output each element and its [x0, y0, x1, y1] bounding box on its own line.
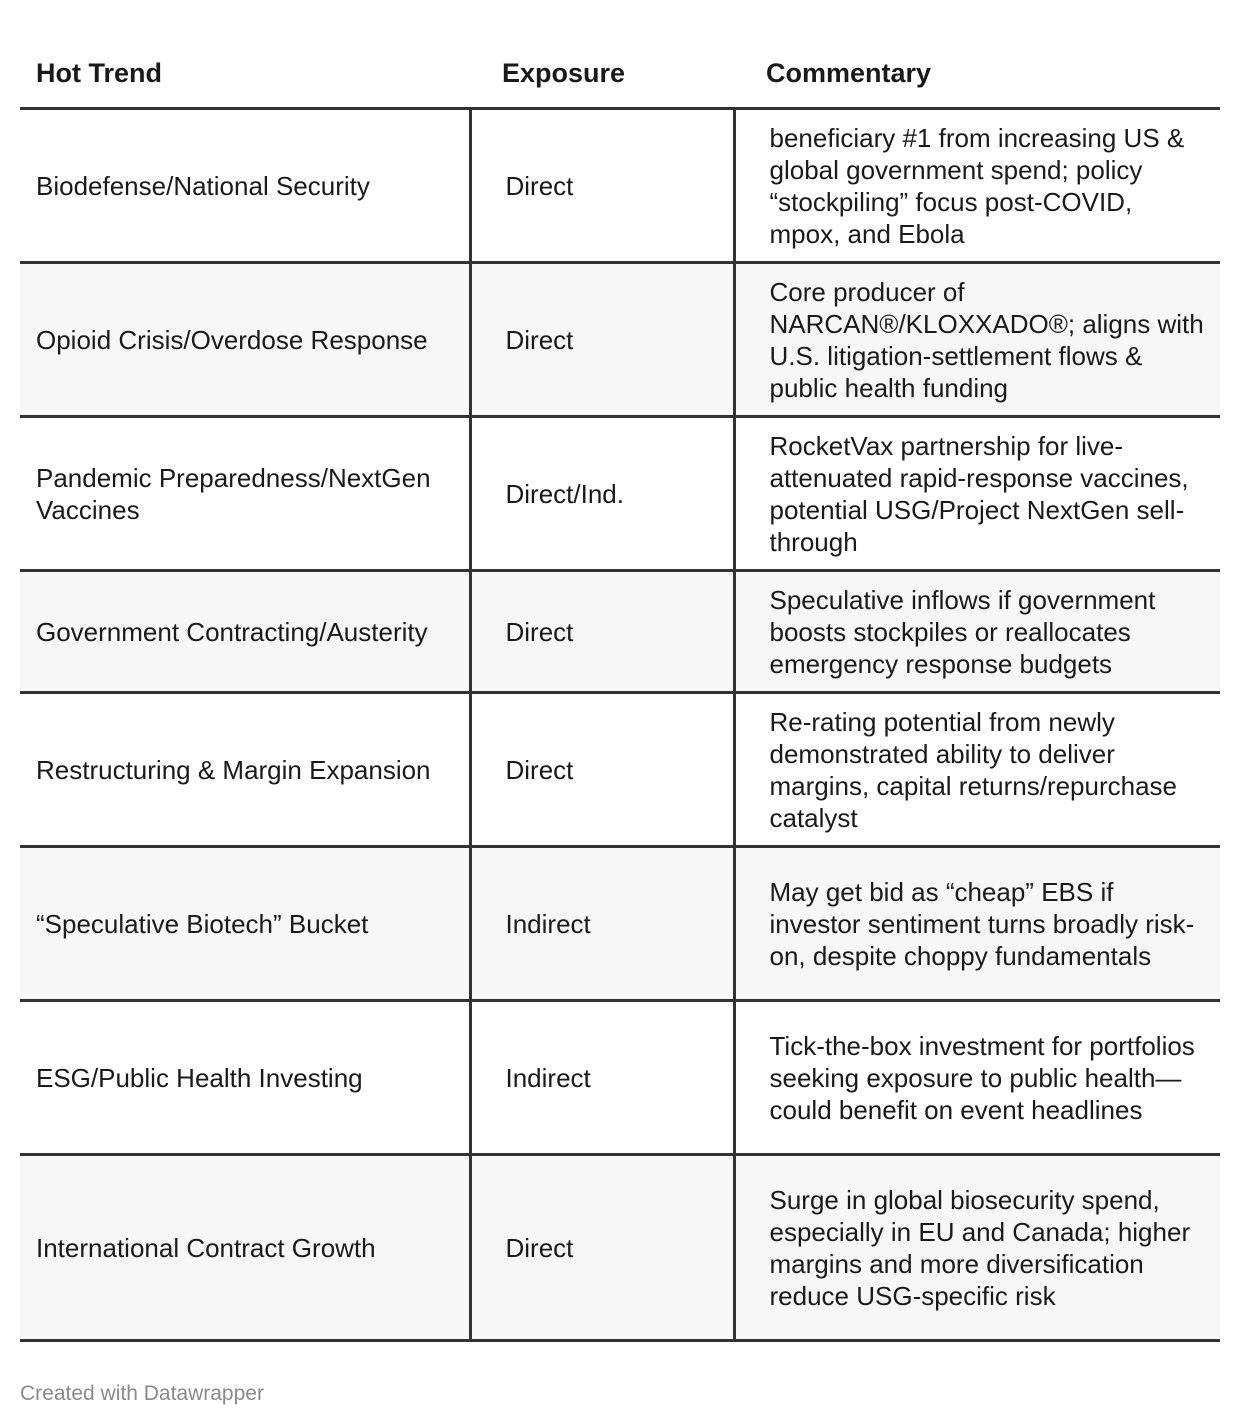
commentary-cell: Speculative inflows if government boosts stockpiles or reallocates emergency response budgets	[734, 571, 1220, 693]
table-row	[20, 1155, 1220, 1341]
trend-cell: Pandemic Preparedness/NextGen Vaccines	[20, 417, 470, 571]
datawrapper-credit: Created with Datawrapper	[20, 1382, 264, 1405]
table-row	[20, 571, 1220, 693]
exposure-cell: Direct	[470, 263, 734, 417]
header-commentary: Commentary	[734, 40, 1220, 109]
trend-cell: Opioid Crisis/Overdose Response	[20, 263, 470, 417]
header-hot-trend: Hot Trend	[20, 40, 470, 109]
commentary-cell: beneficiary #1 from increasing US & global government spend; policy “stockpiling” focus post-COVID, mpox, and Ebola	[734, 109, 1220, 263]
trend-cell: Biodefense/National Security	[20, 109, 470, 263]
trend-cell: ESG/Public Health Investing	[20, 1001, 470, 1155]
table-row	[20, 693, 1220, 847]
exposure-cell: Direct	[470, 109, 734, 263]
hot-trends-table	[20, 40, 1220, 1342]
exposure-cell: Direct	[470, 1155, 734, 1341]
commentary-cell: Re-rating potential from newly demonstrated ability to deliver margins, capital returns/repurchase catalyst	[734, 693, 1220, 847]
commentary-cell: Surge in global biosecurity spend, especially in EU and Canada; higher margins and more diversification reduce USG-specific risk	[734, 1155, 1220, 1341]
trend-cell: International Contract Growth	[20, 1155, 470, 1341]
commentary-cell: May get bid as “cheap” EBS if investor sentiment turns broadly risk-on, despite choppy fundamentals	[734, 847, 1220, 1001]
exposure-cell: Indirect	[470, 1001, 734, 1155]
trend-cell: “Speculative Biotech” Bucket	[20, 847, 470, 1001]
trend-cell: Government Contracting/Austerity	[20, 571, 470, 693]
commentary-cell: Core producer of NARCAN®/KLOXXADO®; aligns with U.S. litigation-settlement flows & public health funding	[734, 263, 1220, 417]
exposure-cell: Direct	[470, 571, 734, 693]
commentary-cell: RocketVax partnership for live-attenuated rapid-response vaccines, potential USG/Project NextGen sell-through	[734, 417, 1220, 571]
header-exposure: Exposure	[470, 40, 734, 109]
trend-table-container	[20, 40, 1220, 1342]
table-row	[20, 1001, 1220, 1155]
trend-cell: Restructuring & Margin Expansion	[20, 693, 470, 847]
table-row	[20, 263, 1220, 417]
exposure-cell: Direct/Ind.	[470, 417, 734, 571]
table-row	[20, 417, 1220, 571]
exposure-cell: Indirect	[470, 847, 734, 1001]
commentary-cell: Tick-the-box investment for portfolios seeking exposure to public health—could benefit on event headlines	[734, 1001, 1220, 1155]
table-row	[20, 847, 1220, 1001]
exposure-cell: Direct	[470, 693, 734, 847]
table-row	[20, 109, 1220, 263]
table-header-row	[20, 40, 1220, 109]
